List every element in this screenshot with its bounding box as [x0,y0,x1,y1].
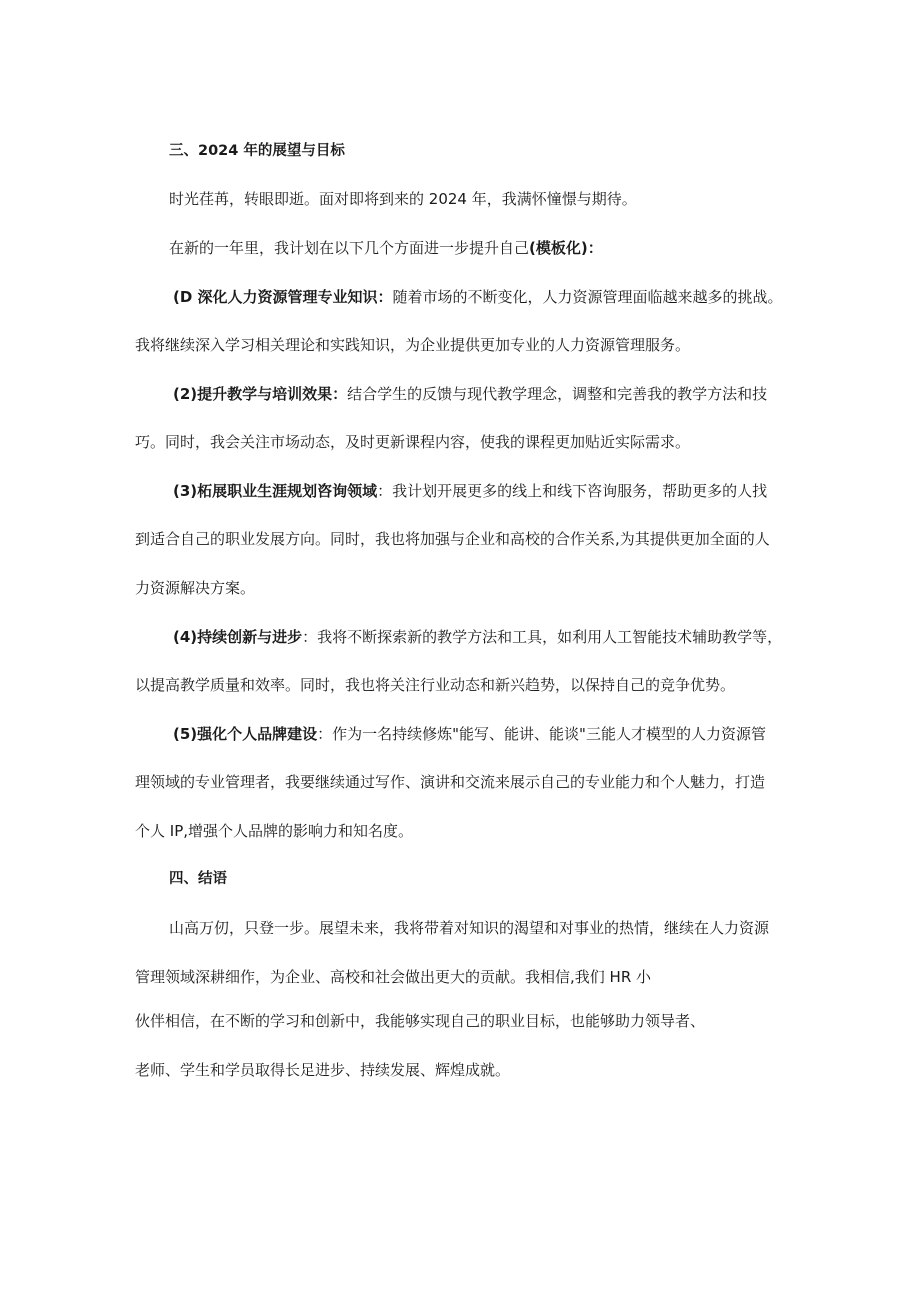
item-1-text: 随着市场的不断变化，人力资源管理面临越来越多的挑战。 [392,288,783,306]
item-5-line-3: 个人 IP,增强个人品牌的影响力和知名度。 [135,822,414,840]
section4-line-1: 山高万仞，只登一步。展望未来，我将带着对知识的渴望和对事业的热情，继续在人力资源 [169,919,770,937]
item-1-line-2: 我将继续深入学习相关理论和实践知识，为企业提供更加专业的人力资源管理服务。 [135,336,691,354]
item-1-label: (D 深化人力资源管理专业知识： [173,288,393,306]
item-2-line-1 [173,384,767,404]
item-4-line-1 [173,627,782,647]
section3-intro-1: 时光荏苒，转眼即逝。面对即将到来的 2024 年，我满怀憧憬与期待。 [169,190,637,208]
item-2-label: (2)提升教学与培训效果： [173,385,348,403]
item-3-label: (3)柘展职业生涯规划咨询领域 [173,482,378,500]
section4-line-4: 老师、学生和学员取得长足进步、持续发展、辉煌成就。 [135,1061,511,1079]
item-2-text: 结合学生的反馈与现代教学理念，调整和完善我的教学方法和技 [347,385,768,403]
item-5-text: ：作为一名持续修炼"能写、能讲、能谈"三能人才模型的人力资源管 [317,725,766,743]
item-4-line-2: 以提高教学质量和效率。同时，我也将关注行业动态和新兴趋势，以保持自己的竞争优势。 [135,676,736,694]
item-4-text: ：我将不断探索新的教学方法和工具，如利用人工智能技术辅助教学等， [302,628,783,646]
item-5-line-2: 理领域的专业管理者，我要继续通过写作、演讲和交流来展示自己的专业能力和个人魅力，打造 [135,773,766,791]
item-1-line-1 [173,287,783,307]
item-3-line-3: 力资源解决方案。 [135,579,256,597]
section4-line-2: 管理领域深耕细作，为企业、高校和社会做出更大的贡献。我相信,我们 HR 小 [135,968,652,986]
section4-heading: 四、结语 [169,871,227,887]
item-3-line-1 [173,481,767,501]
item-5-line-1 [173,724,766,744]
section4-line-3: 伙伴相信，在不断的学习和创新中，我能够实现自己的职业目标，也能够助力领导者、 [135,1012,706,1030]
intro-2-text: 在新的一年里，我计划在以下几个方面进一步提升自己 [169,239,530,257]
section3-intro-2 [169,238,603,258]
section3-heading: 三、2024 年的展望与目标 [169,143,345,159]
item-5-label: (5)强化个人品牌建设 [173,725,318,743]
item-2-line-2: 巧。同时，我会关注市场动态，及时更新课程内容，使我的课程更加贴近实际需求。 [135,433,691,451]
item-3-line-2: 到适合自己的职业发展方向。同时，我也将加强与企业和高校的合作关系,为其提供更加全面的人 [135,530,770,548]
item-4-label: (4)持续创新与进步 [173,628,303,646]
intro-2-bold: (模板化)： [529,239,603,257]
item-3-text: ：我计划开展更多的线上和线下咨询服务，帮助更多的人找 [377,482,768,500]
